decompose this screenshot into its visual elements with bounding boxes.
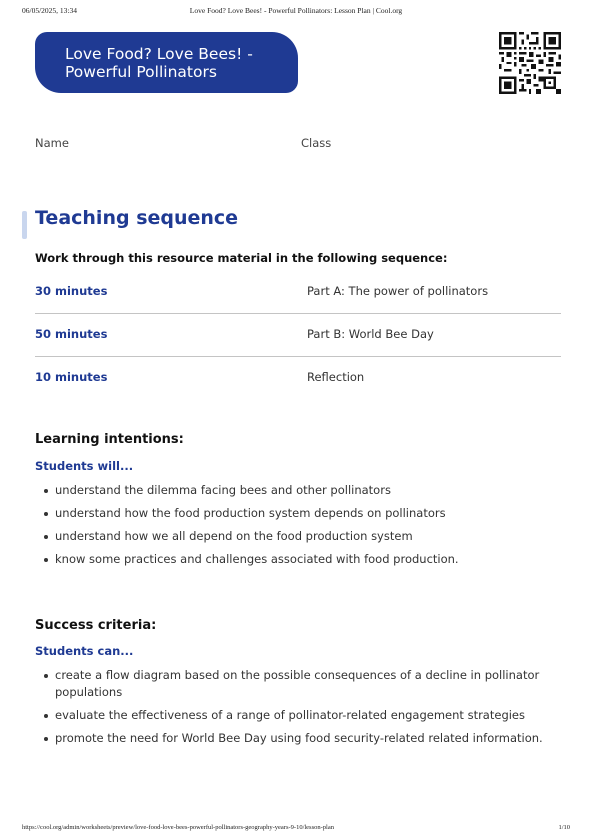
sequence-table bbox=[35, 271, 561, 399]
sequence-duration: 30 minutes bbox=[35, 284, 108, 298]
sequence-part: Part B: World Bee Day bbox=[307, 327, 434, 341]
section-accent-bar bbox=[22, 211, 27, 239]
sequence-duration: 10 minutes bbox=[35, 370, 108, 384]
lesson-title-line-1: Love Food? Love Bees! - bbox=[65, 45, 253, 63]
list-item: promote the need for World Bee Day using food security-related related information. bbox=[35, 730, 565, 747]
print-url: https://cool.org/admin/worksheets/preview/love-food-love-bees-powerful-pollinators-geography-years-9-10/lesson-plan bbox=[22, 824, 334, 831]
learning-intentions-lead: Students will... bbox=[35, 459, 134, 473]
lesson-title-line-2: Powerful Pollinators bbox=[65, 63, 217, 81]
learning-intentions-heading: Learning intentions: bbox=[35, 432, 184, 447]
list-item: create a flow diagram based on the possible consequences of a decline in pollinator populations bbox=[35, 667, 565, 701]
list-item: understand how the food production system depends on pollinators bbox=[35, 505, 565, 522]
success-criteria-heading: Success criteria: bbox=[35, 618, 157, 633]
learning-intentions-list bbox=[35, 482, 565, 574]
teaching-sequence-intro: Work through this resource material in the following sequence: bbox=[35, 251, 448, 265]
print-datetime: 06/05/2025, 13:34 bbox=[22, 6, 78, 15]
sequence-part: Reflection bbox=[307, 370, 365, 384]
list-item: understand the dilemma facing bees and other pollinators bbox=[35, 482, 565, 499]
class-label: Class bbox=[301, 136, 332, 150]
print-page-title: Love Food? Love Bees! - Powerful Pollinators: Lesson Plan | Cool.org bbox=[189, 6, 403, 15]
success-criteria-lead: Students can... bbox=[35, 644, 134, 658]
sequence-part: Part A: The power of pollinators bbox=[307, 284, 489, 298]
sequence-row bbox=[35, 314, 561, 357]
teaching-sequence-heading: Teaching sequence bbox=[35, 207, 239, 229]
name-label: Name bbox=[35, 136, 69, 150]
list-item: evaluate the effectiveness of a range of pollinator-related engagement strategies bbox=[35, 707, 565, 724]
sequence-row bbox=[35, 271, 561, 314]
sequence-row bbox=[35, 357, 561, 399]
sequence-duration: 50 minutes bbox=[35, 327, 108, 341]
list-item: know some practices and challenges associated with food production. bbox=[35, 551, 565, 568]
list-item: understand how we all depend on the food production system bbox=[35, 528, 565, 545]
page-number: 1/10 bbox=[558, 824, 570, 831]
lesson-title-badge bbox=[35, 32, 298, 93]
success-criteria-list bbox=[35, 667, 565, 753]
qr-code-icon bbox=[499, 32, 561, 94]
